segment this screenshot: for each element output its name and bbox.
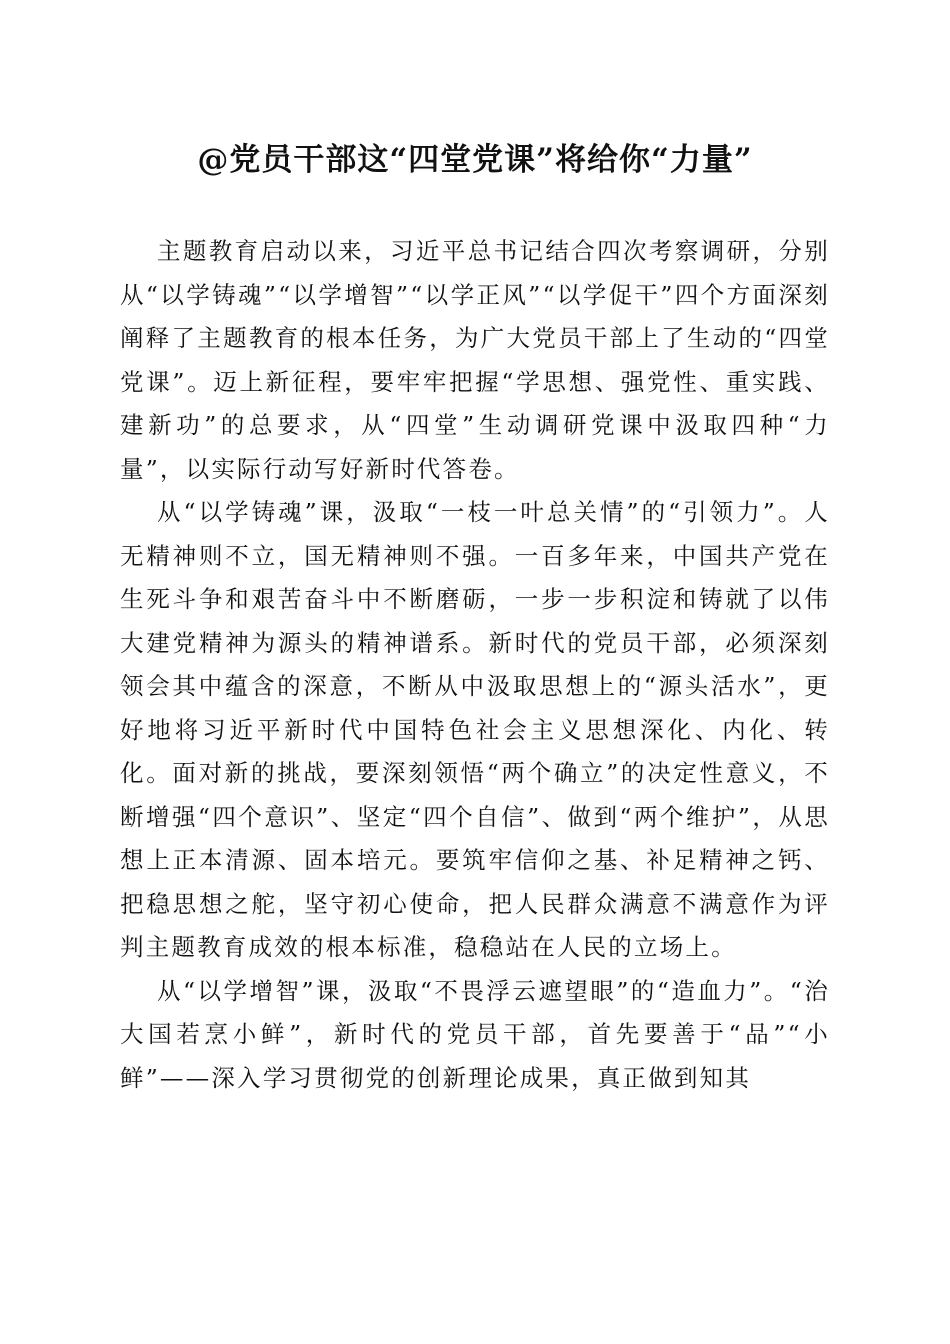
paragraph-intro: 主题教育启动以来，习近平总书记结合四次考察调研，分别从“以学铸魂”“以学增智”“以学正风”“以学促干”四个方面深刻阐释了主题教育的根本任务，为广大党员干部上了生动的“四堂党课”。迈上新征程，要牢牢把握“学思想、强党性、重实践、建新功”的总要求，从“四堂”生动调研党课中汲取四种“力量”，以实际行动写好新时代答卷。 (120, 237, 830, 483)
document-body (120, 230, 830, 1100)
paragraph-lesson-soul: 从“以学铸魂”课，汲取“一枝一叶总关情”的“引领力”。人无精神则不立，国无精神则不强。一百多年来，中国共产党在生死斗争和艰苦奋斗中不断磨砺，一步一步积淀和铸就了以伟大建党精神为源头的精神谱系。新时代的党员干部，必须深刻领会其中蕴含的深意，不断从中汲取思想上的“源头活水”，更好地将习近平新时代中国特色社会主义思想深化、内化、转化。面对新的挑战，要深刻领悟“两个确立”的决定性意义，不断增强“四个意识”、坚定“四个自信”、做到“两个维护”，从思想上正本清源、固本培元。要筑牢信仰之基、补足精神之钙、把稳思想之舵，坚守初心使命，把人民群众满意不满意作为评判主题教育成效的根本标准，稳稳站在人民的立场上。 (120, 498, 830, 961)
paragraph-lesson-wisdom: 从“以学增智”课，汲取“不畏浮云遮望眼”的“造血力”。“治大国若烹小鲜”，新时代的党员干部，首先要善于“品”“小鲜”——深入学习贯彻党的创新理论成果，真正做到知其 (120, 976, 830, 1092)
page-title: @党员干部这“四堂党课”将给你“力量” (197, 142, 753, 178)
